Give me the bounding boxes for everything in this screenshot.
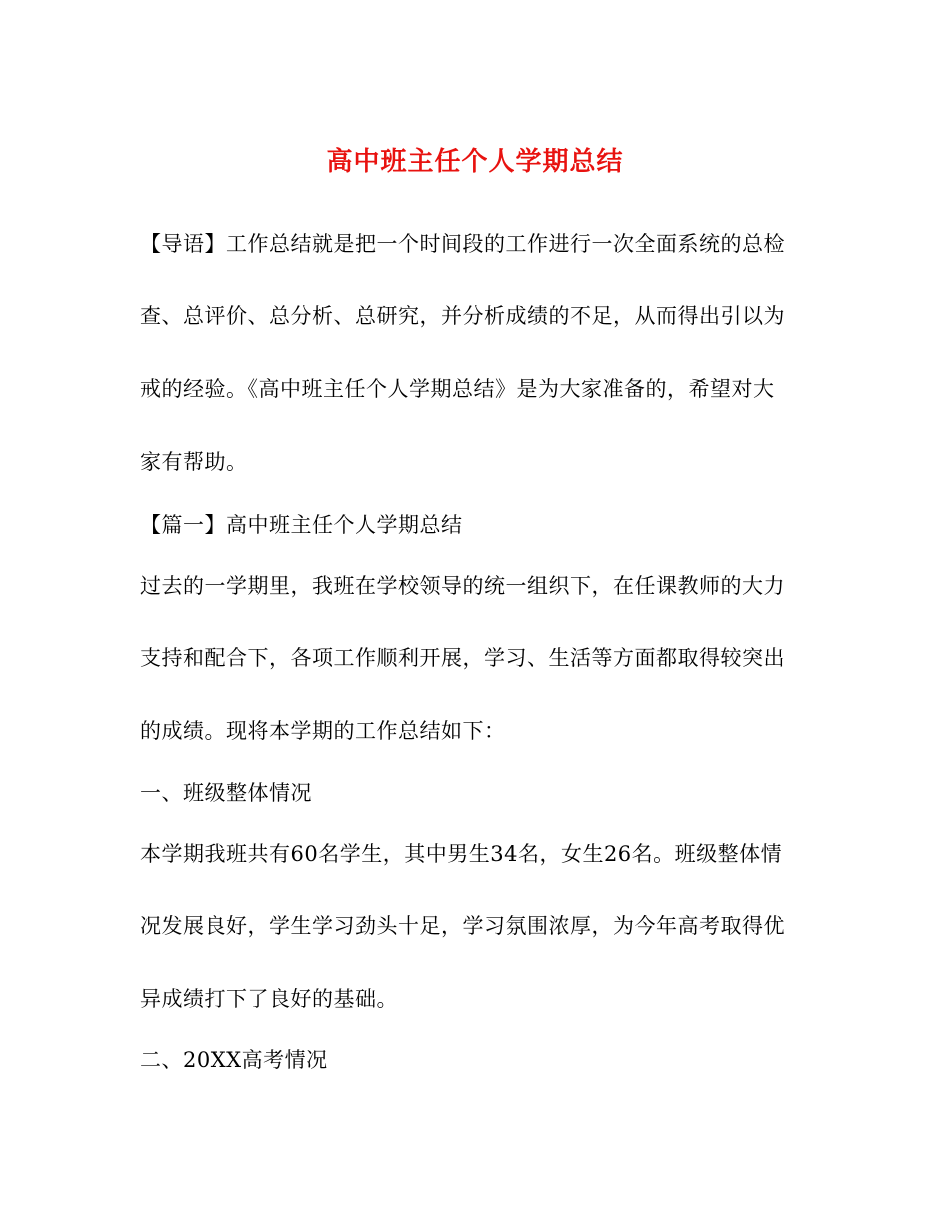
paragraph-2-line-3: 异成绩打下了良好的基础。: [140, 987, 398, 1011]
paragraph-1-line-1: 过去的一学期里，我班在学校领导的统一组织下，在任课教师的大力: [140, 574, 785, 598]
paragraph-1-line-3: 的成绩。现将本学期的工作总结如下：: [140, 719, 506, 743]
section-heading-exam-results: 二、20XX高考情况: [140, 1048, 328, 1072]
intro-line-3: 戒的经验。《高中班主任个人学期总结》是为大家准备的，希望对大: [140, 377, 775, 401]
intro-line-4: 家有帮助。: [140, 450, 248, 474]
paragraph-2-line-1: 本学期我班共有60名学生，其中男生34名，女生26名。班级整体情: [140, 842, 783, 866]
intro-line-2: 查、总评价、总分析、总研究，并分析成绩的不足，从而得出引以为: [140, 304, 785, 328]
section-heading-part-one: 【篇一】高中班主任个人学期总结: [140, 513, 463, 537]
intro-line-1: 【导语】工作总结就是把一个时间段的工作进行一次全面系统的总检: [140, 232, 785, 256]
paragraph-2-line-2: 况发展良好，学生学习劲头十足，学习氛围浓厚，为今年高考取得优: [140, 914, 785, 938]
document-title: 高中班主任个人学期总结: [326, 147, 624, 177]
section-heading-class-overview: 一、班级整体情况: [140, 781, 312, 805]
paragraph-1-line-2: 支持和配合下，各项工作顺利开展，学习、生活等方面都取得较突出: [140, 646, 785, 670]
